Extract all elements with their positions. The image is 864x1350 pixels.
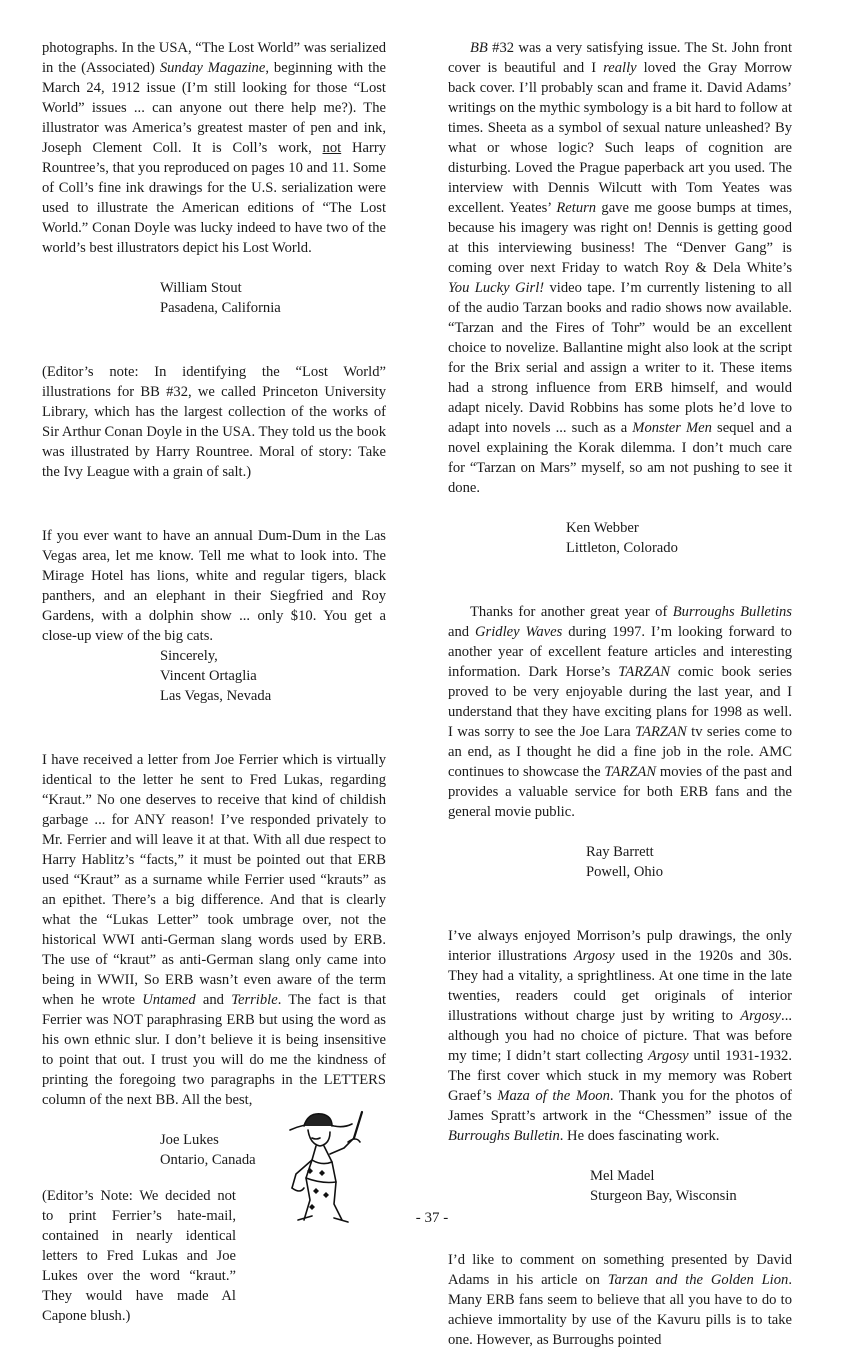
signature-barrett [448, 842, 792, 882]
text-run: Monster Men [632, 420, 712, 436]
text-run: Burroughs Bulletin [448, 1128, 560, 1144]
text-run: and [448, 624, 475, 640]
text-run: Argosy [573, 948, 615, 964]
letter-ortaglia-body [42, 526, 386, 646]
text-run: Argosy [740, 1008, 782, 1024]
text-run: I’d like to comment on something presented by David Adams in his article on [448, 1252, 792, 1288]
text-run: gave me goose bumps at times, because his imagery was right on! Dennis is getting good at this interviewing business! The “Denver Gang” is coming over next Friday to watch Roy & Dela White’s [448, 200, 792, 276]
text-run: not [322, 140, 342, 156]
text-run: If you ever want to have an annual Dum-Dum in the Las Vegas area, let me know. Tell me what to look into. The Mirage Hotel has lions, white and regular tigers, black panthers, and an elephant in their Siegfried and Roy Gardens, with a dolphin show ... only $10. You get a close-up view of the big cats. [42, 528, 386, 644]
signature-line: Vincent Ortaglia [160, 668, 257, 684]
signature-stout [42, 278, 386, 318]
signature-line: Joe Lukes [160, 1132, 219, 1148]
text-run: movies of the past and provides a valuable service for both ERB fans and the general movie public. [448, 764, 792, 820]
signature-line: Sincerely, [160, 648, 218, 664]
signature-line: William Stout [160, 280, 242, 296]
text-run: tv series come to an end, as I thought he did a fine job in the role. AMC continues to showcase the [448, 724, 792, 780]
text-run: until 1931-1932. The first cover which stuck in my memory was Robert Graef’s [448, 1048, 792, 1104]
letter-madel-body [448, 926, 792, 1146]
letter-stout-body [42, 38, 386, 258]
signature-line: Sturgeon Bay, Wisconsin [590, 1188, 737, 1204]
signature-line: Las Vegas, Nevada [160, 688, 272, 704]
signature-madel [448, 1166, 792, 1206]
letter-barrett-body [448, 602, 792, 822]
text-run: #32 was a very satisfying issue. The St. John front cover is beautiful and I [448, 40, 792, 76]
text-run: video tape. I’m currently listening to all of the audio Tarzan books and radio shows now available. “Tarzan and the Fires of Tohr” would be an excellent choice to novelize. Ballantine might also look at the script for the Brix serial and assign a writer to it. These items had a strong influence from ERB himself, and would adapt nicely. David Robbins has some plots he’d love to adapt into novels ... such as a [448, 280, 793, 436]
text-run: used in the 1920s and 30s. They had a vitality, a sprightliness. At one time in the late twenties, readers could get originals of interior illustrations without charge just by writing to [448, 948, 792, 1024]
signature-line: Ken Webber [566, 520, 639, 536]
text-run: TARZAN [635, 724, 687, 740]
text-run: TARZAN [604, 764, 657, 780]
text-run: Thanks for another great year of [470, 604, 673, 620]
text-run: You Lucky Girl! [448, 280, 545, 296]
text-run: during 1997. I’m looking forward to another year of excellent feature articles and interesting information. Dark Horse’s [448, 624, 792, 680]
signature-line: Mel Madel [590, 1168, 655, 1184]
text-run: Tarzan and the Golden Lion [607, 1272, 789, 1288]
text-run: loved the Gray Morrow back cover. I’ll probably scan and frame it. David Adams’ writings on the mythic symbology is a bit hard to follow at times. Sheeta as a symbol of sexual nature unleashed? By what or whose logic? Such leaps of cognition are disturbing. Loved the Prague paperback art you used. The interview with Dennis Wilcutt with Tom Yeates was excellent. Yeates’ [448, 60, 792, 216]
text-run: really [603, 60, 637, 76]
text-run: (Editor’s Note: We decided not to print Ferrier’s hate-mail, contained in nearly identical letters to Fred Lukas and Joe Lukes over the word “kraut.” They would have made Al Capone blush.) [42, 1188, 236, 1324]
text-run: . The fact is that Ferrier was NOT paraphrasing ERB but using the word as his own ethnic slur. I don’t believe it is being insensitive to point that out. I trust you will do me the kindness of printing the foregoing two paragraphs in the LETTERS column of the next BB. All the best, [42, 992, 387, 1108]
text-run: I’ve always enjoyed Morrison’s pulp drawings, the only interior illustrations [448, 928, 792, 964]
letter-lukes-body [42, 750, 386, 1110]
text-run: , beginning with the March 24, 1912 issue (I’m still looking for those “Lost World” issues ... can anyone out there help me?). The illustrator was America’s greatest master of pen and ink, Joseph Clement Coll. It is Coll’s work, [42, 60, 386, 156]
text-run: I have received a letter from Joe Ferrier which is virtually identical to the letter he sent to Fred Lukas, regarding “Kraut.” No one deserves to receive that kind of childish garbage ... for ANY reason! I’ve responded privately to Mr. Ferrier and will leave it at that. With all due respect to Harry Hablitz’s “facts,” it must be pointed out that ERB used “Kraut” as a surname while Ferrier used “krauts” as an epithet. There’s a big difference. And that is clearly what the “Lukas Letter” took umbrage over, not the historical WWI anti-German slang words used by ERB. The use of “kraut” as anti-German slang only came into being in WWII, So ERB wasn’t even aware of the term when he wrote [42, 752, 386, 1008]
text-run: ... although you had no choice of picture. That was before my time; I didn’t start collecting [448, 1008, 792, 1064]
text-run: Argosy [647, 1048, 689, 1064]
text-run: and [195, 992, 232, 1008]
text-run: . Thank you for the photos of James Spratt’s artwork in the “Chessmen” issue of the [448, 1088, 793, 1124]
right-column [448, 38, 792, 1350]
text-run: . Many ERB fans seem to believe that all you have to do to achieve immortality by use of the Kavuru pills is to take one. However, as Burroughs pointed [448, 1272, 792, 1348]
text-run: Return [556, 200, 597, 216]
text-run: sequel and a novel explaining the Korak dilemma. I don’t much care for “Tarzan on Mars” myself, so am not pushing to see it done. [448, 420, 792, 496]
text-run: Harry Rountree’s, that you reproduced on pages 10 and 11. Some of Coll’s fine ink drawings for the U.S. serialization were used to illustrate the American editions of “The Lost World.” Conan Doyle was lucky indeed to have two of the world’s best illustrators depict his Lost World. [42, 140, 386, 256]
signature-webber [448, 518, 792, 558]
signature-line: Ontario, Canada [160, 1152, 256, 1168]
signature-line: Powell, Ohio [586, 864, 664, 880]
text-run: photographs. In the USA, “The Lost World” was serialized in the (Associated) [42, 40, 386, 76]
cowboy-illustration [282, 1108, 372, 1226]
signature-line: Littleton, Colorado [566, 540, 678, 556]
text-run: TARZAN [618, 664, 670, 680]
letter-adams-comment-body [448, 1250, 792, 1350]
text-run: Burroughs Bulletins [672, 604, 792, 620]
text-run: comic book series proved to be very enjoyable during the last year, and I understand that they have exciting plans for 1998 as well. I was sorry to see the Joe Lara [448, 664, 792, 740]
signature-ortaglia [42, 646, 386, 706]
text-run: . He does fascinating work. [559, 1128, 720, 1144]
letter-webber-body [448, 38, 792, 498]
text-run: Gridley Waves [475, 624, 563, 640]
text-run: (Editor’s note: In identifying the “Lost World” illustrations for BB #32, we called Princeton University Library, which has the largest collection of the works of Sir Arthur Conan Doyle in the USA. They told us the book was illustrated by Harry Rountree. Moral of story: Take the Ivy League with a grain of salt.) [42, 364, 386, 480]
text-run: Sunday Magazine [159, 60, 266, 76]
text-run: Untamed [142, 992, 196, 1008]
text-run: Maza of the Moon [497, 1088, 610, 1104]
text-run: BB [470, 40, 488, 56]
page-number: - 37 - [415, 1210, 449, 1226]
text-run: Terrible [231, 992, 278, 1008]
editor-note-lost-world [42, 362, 386, 482]
signature-line: Ray Barrett [586, 844, 654, 860]
signature-line: Pasadena, California [160, 300, 281, 316]
